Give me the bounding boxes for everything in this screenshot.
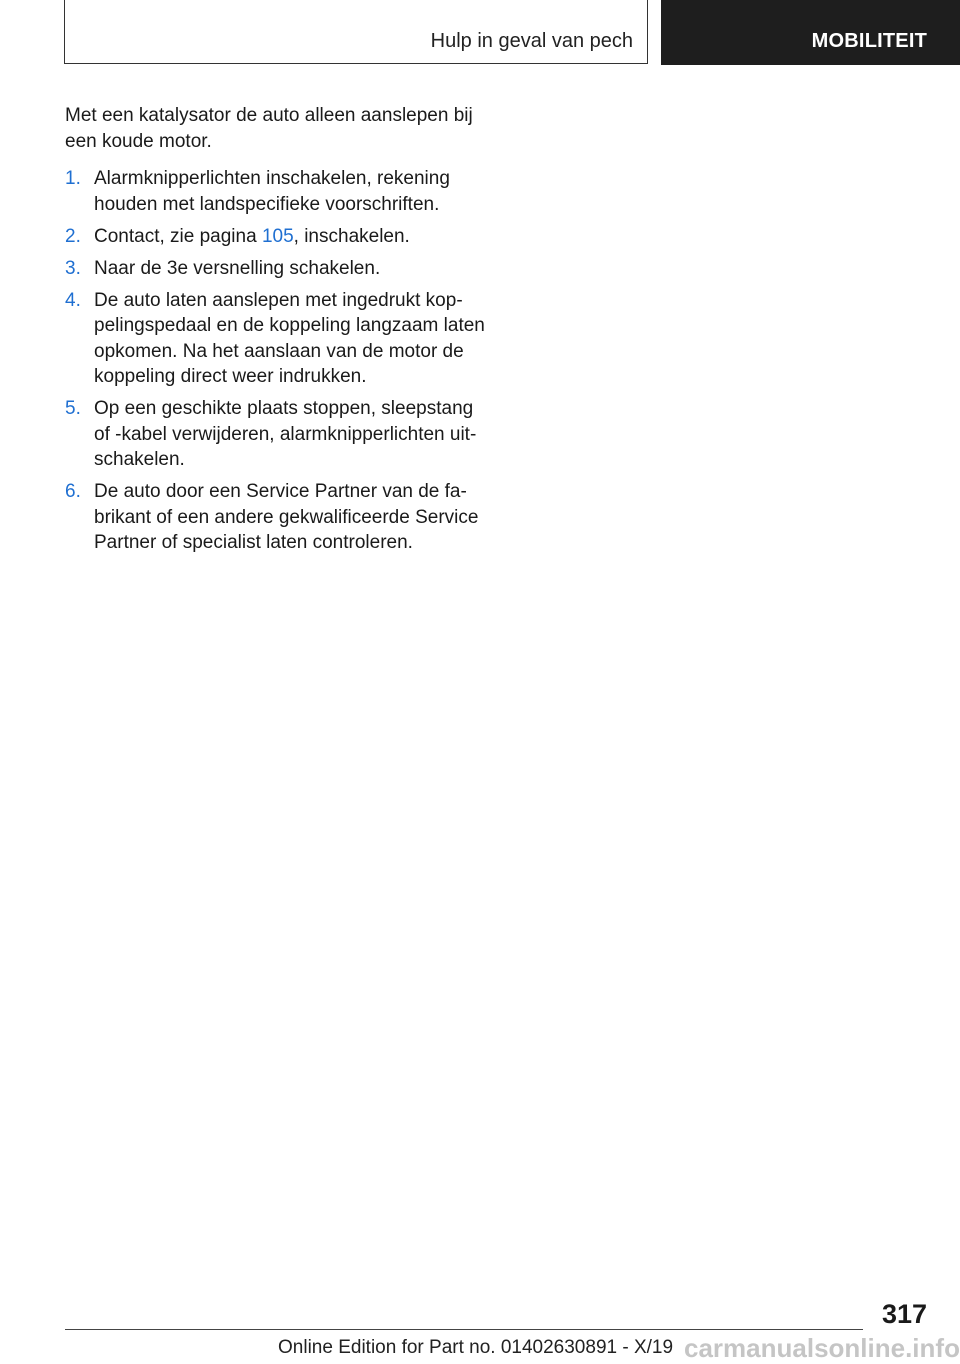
footer-edition: Online Edition for Part no. 01402630891 - X/19 <box>278 1337 674 1358</box>
step-number: 2. <box>65 225 81 247</box>
footer-divider <box>65 1329 863 1330</box>
steps-list <box>65 166 485 556</box>
step-text-after: , inschakelen. <box>293 225 410 247</box>
step-text: De auto laten aanslepen met ingedrukt koppelingspedaal en de koppeling langzaam laten opkomen. Na het aanslaan van de motor de koppeling direct weer indrukken. <box>94 289 485 387</box>
step-number: 3. <box>65 257 81 279</box>
page-number: 317 <box>881 1299 927 1329</box>
step-number: 1. <box>65 168 81 189</box>
step-number: 4. <box>65 289 81 311</box>
step-number: 6. <box>65 481 81 502</box>
list-item <box>65 396 485 473</box>
page-link[interactable]: 105 <box>261 225 294 247</box>
list-item <box>65 256 485 282</box>
step-text: Alarmknipperlichten inschakelen, rekening houden met landspecifieke voorschriften. <box>94 168 450 215</box>
list-item <box>65 166 485 217</box>
list-item <box>65 479 485 556</box>
step-text: Op een geschikte plaats stoppen, sleepstang of ‑kabel verwijderen, alarmknipperlichten uitschakelen. <box>94 398 477 470</box>
step-text: Naar de 3e versnelling schakelen. <box>94 257 381 279</box>
section-label: MOBILITEIT <box>811 30 927 52</box>
list-item <box>65 224 485 250</box>
step-text-before: Contact, zie pagina <box>94 225 262 247</box>
step-number: 5. <box>65 398 81 419</box>
list-item <box>65 288 485 390</box>
step-text: De auto door een Service Partner van de fabrikant of een andere gekwalificeerde Service Partner of specialist laten controleren. <box>94 481 479 553</box>
intro-paragraph: Met een katalysator de auto alleen aanslepen bij een koude motor. <box>65 105 473 152</box>
section-tab <box>661 0 960 65</box>
chapter-title: Hulp in geval van pech <box>430 30 633 52</box>
watermark: carmanualsonline.info <box>684 1333 960 1363</box>
page-content <box>65 103 485 562</box>
chapter-header <box>64 0 648 64</box>
